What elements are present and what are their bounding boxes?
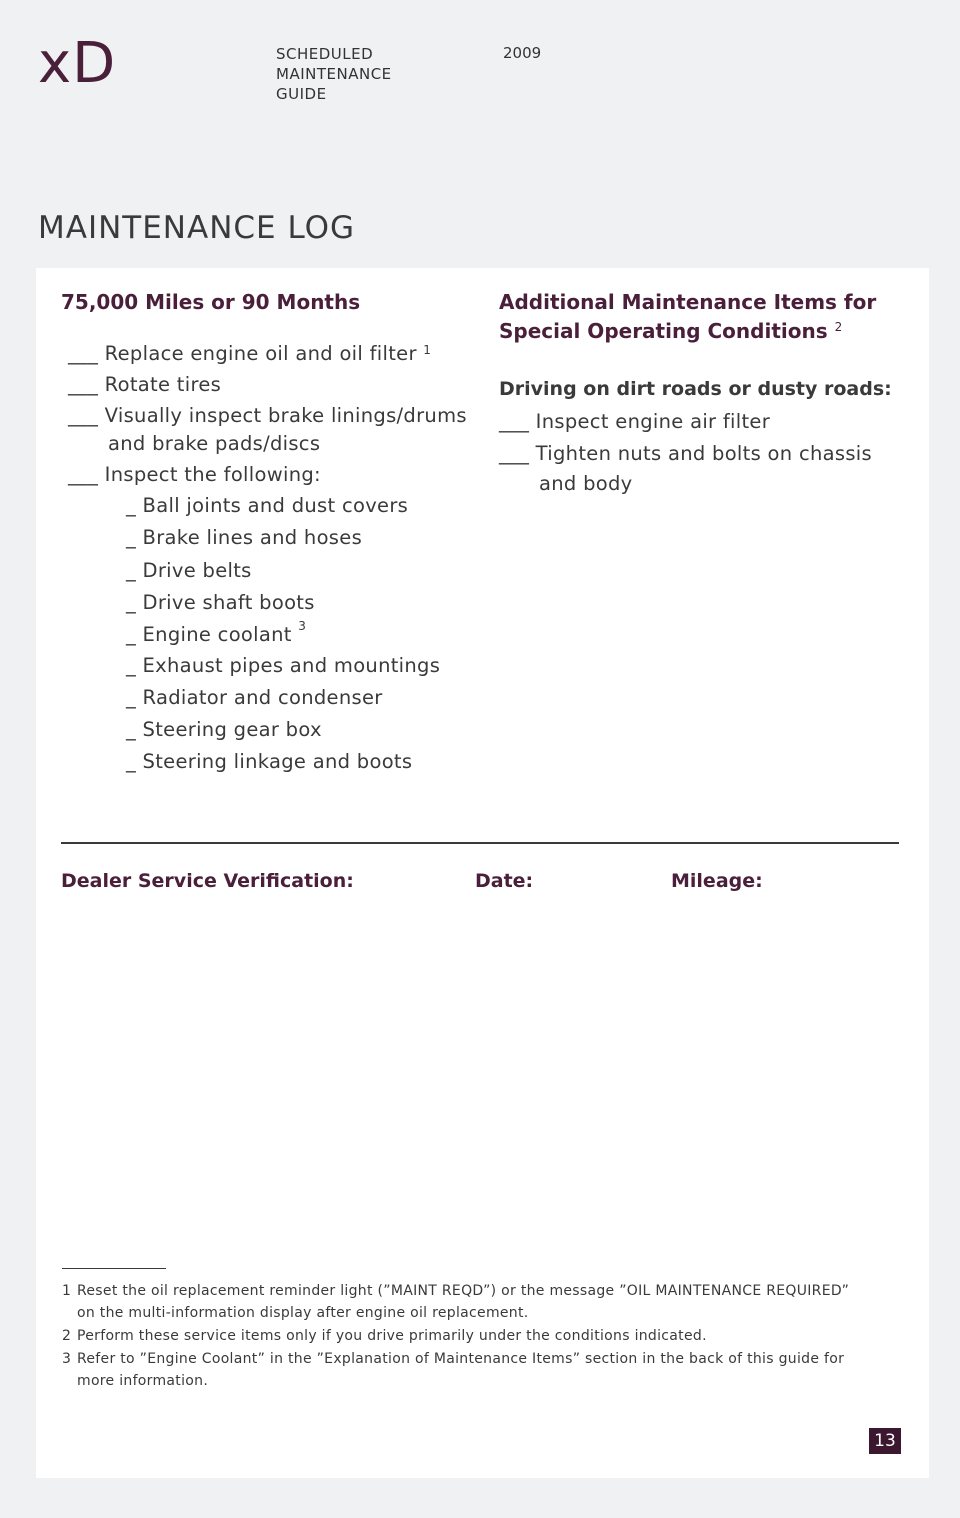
footnote-number: 3 — [62, 1351, 72, 1367]
checklist-item — [499, 408, 770, 436]
footnote-divider — [62, 1268, 166, 1269]
model-year: 2009 — [503, 44, 542, 62]
check-blank: ___ — [499, 410, 530, 433]
check-blank: ___ — [68, 373, 99, 396]
item-text: Inspect the following: — [104, 463, 321, 486]
inspection-subitem: _ Steering linkage and boots — [126, 750, 413, 773]
item-text: Tighten nuts and bolts on chassis — [535, 442, 872, 465]
guide-line-3: GUIDE — [276, 85, 327, 103]
footnote-text: Reset the oil replacement reminder light (”MAINT REQD”) or the message ”OIL MAINTENANCE REQUIRED” — [77, 1283, 850, 1299]
date-label: Date: — [475, 870, 534, 892]
special-conditions-heading — [499, 288, 876, 346]
inspection-subitem: _ Drive belts — [126, 559, 252, 582]
heading-line-1: Additional Maintenance Items for — [499, 290, 877, 314]
inspection-subitem: _ Brake lines and hoses — [126, 526, 363, 549]
inspection-subitem — [126, 619, 307, 646]
guide-line-2: MAINTENANCE — [276, 65, 392, 83]
item-text: Rotate tires — [104, 373, 222, 396]
mileage-label: Mileage: — [671, 870, 763, 892]
check-blank: ___ — [68, 463, 99, 486]
item-text: Visually inspect brake linings/drums — [104, 404, 467, 427]
page-number: 13 — [869, 1428, 901, 1454]
heading-line-2-text: Special Operating Conditions — [499, 319, 828, 343]
check-blank: ___ — [68, 342, 99, 365]
inspection-subitem: _ Ball joints and dust covers — [126, 494, 409, 517]
footnote-ref: 1 — [423, 343, 432, 357]
item-text: Inspect engine air filter — [535, 410, 771, 433]
checklist-item — [68, 340, 431, 368]
item-text-continued: and brake pads/discs — [108, 432, 321, 455]
condition-subheading: Driving on dirt roads or dusty roads: — [499, 378, 892, 400]
footnote-number: 1 — [62, 1283, 72, 1299]
footnote-text: Refer to ”Engine Coolant” in the ”Explanation of Maintenance Items” section in the back of this guide for — [77, 1351, 845, 1367]
log-panel — [36, 268, 929, 1478]
footnote-ref: 2 — [834, 320, 843, 334]
footnote-text-continued: on the multi-information display after engine oil replacement. — [77, 1305, 529, 1321]
item-text-continued: and body — [539, 472, 633, 495]
page-title: MAINTENANCE LOG — [38, 210, 356, 246]
item-text: Replace engine oil and oil filter — [104, 342, 417, 365]
interval-heading: 75,000 Miles or 90 Months — [61, 290, 361, 314]
footnote-3 — [62, 1348, 902, 1392]
divider — [61, 842, 899, 844]
footnote-ref: 3 — [298, 619, 307, 633]
guide-label — [276, 44, 392, 104]
inspection-subitem: _ Drive shaft boots — [126, 591, 315, 614]
check-blank: ___ — [499, 442, 530, 465]
dealer-verification-label: Dealer Service Verification: — [61, 870, 354, 892]
checklist-item — [499, 440, 872, 468]
subitem-text: _ Engine coolant — [126, 623, 292, 646]
check-blank: ___ — [68, 404, 99, 427]
footnote-number: 2 — [62, 1328, 72, 1344]
inspection-subitem: _ Steering gear box — [126, 718, 322, 741]
footnote-1 — [62, 1280, 902, 1324]
footnote-text-continued: more information. — [77, 1373, 209, 1389]
inspection-subitem: _ Radiator and condenser — [126, 686, 383, 709]
checklist-item — [68, 402, 467, 430]
footnote-text: Perform these service items only if you drive primarily under the conditions indicated. — [77, 1328, 707, 1344]
xd-logo: xD — [38, 31, 117, 96]
checklist-item — [68, 371, 221, 399]
heading-line-2 — [499, 317, 876, 346]
inspection-subitem: _ Exhaust pipes and mountings — [126, 654, 441, 677]
guide-line-1: SCHEDULED — [276, 45, 374, 63]
footnote-2 — [62, 1325, 902, 1347]
checklist-item — [68, 461, 321, 489]
